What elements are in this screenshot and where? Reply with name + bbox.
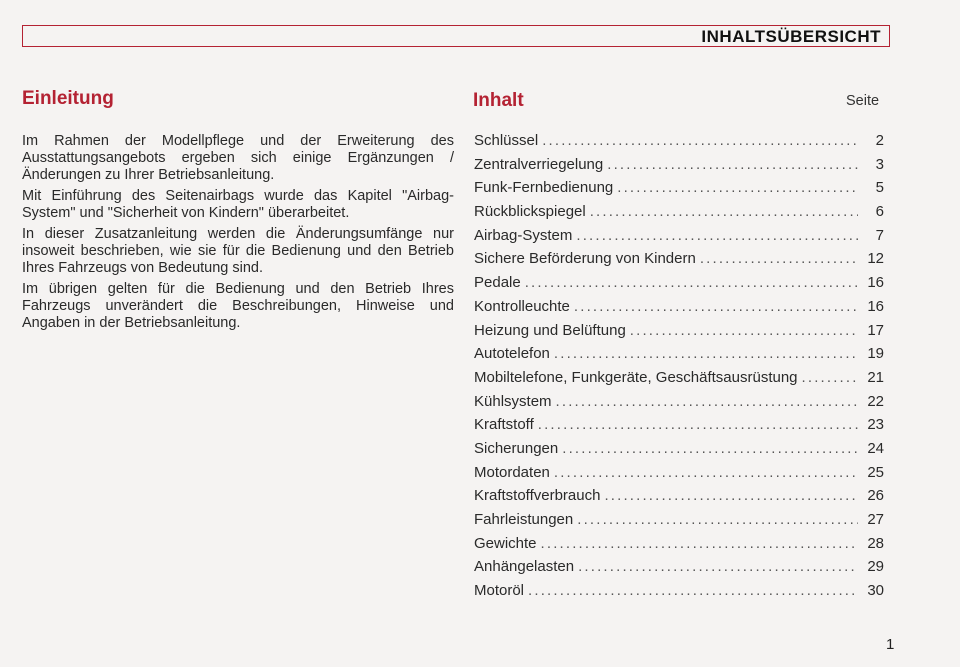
toc-entry-page: 7 xyxy=(875,226,884,244)
toc-entry-page: 27 xyxy=(867,511,884,528)
toc-leader-dots xyxy=(578,558,858,575)
toc-entry-page: 2 xyxy=(875,132,884,149)
toc-entry xyxy=(474,416,884,440)
toc-leader-dots xyxy=(700,250,858,267)
toc-entry xyxy=(474,464,884,488)
intro-paragraph: In dieser Zusatzanleitung werden die Änderungsumfänge nur insoweit beschrieben, wie sie für die Bedienung und den Betrieb Ihres Fahrzeugs von Bedeutung sind. xyxy=(22,226,454,276)
toc-entry-page: 21 xyxy=(867,368,884,386)
toc-entry-title: Gewichte xyxy=(474,534,537,552)
toc-entry xyxy=(474,535,884,559)
toc-leader-dots xyxy=(542,132,858,149)
toc-entry-title: Kraftstoff xyxy=(474,416,534,434)
toc-heading: Inhalt xyxy=(473,90,524,111)
toc-leader-dots xyxy=(577,511,858,528)
toc-entry-page: 3 xyxy=(875,155,884,173)
toc-entry-title: Pedale xyxy=(474,274,521,292)
toc-entry xyxy=(474,250,884,274)
toc-entry-page: 23 xyxy=(867,416,884,434)
toc-entry xyxy=(474,393,884,417)
intro-paragraph: Im übrigen gelten für die Bedienung und den Betrieb Ihres Fahrzeugs unverändert die Beschreibungen, Hinweise und Angaben in der Betriebsanleitung. xyxy=(22,281,454,331)
toc-entry xyxy=(474,132,884,156)
page-column-label: Seite xyxy=(846,93,880,109)
toc-entry-title: Schlüssel xyxy=(474,132,539,149)
toc-entry-title: Zentralverriegelung xyxy=(474,155,604,173)
toc-entry-title: Heizung und Belüftung xyxy=(474,321,626,339)
toc-entry xyxy=(474,487,884,511)
toc-leader-dots xyxy=(630,322,858,339)
toc-entry xyxy=(474,558,884,582)
page-title: INHALTSÜBERSICHT xyxy=(701,27,881,46)
toc-entry-page: 6 xyxy=(875,203,884,221)
toc-leader-dots xyxy=(562,440,858,457)
toc-entry xyxy=(474,440,884,464)
toc-entry-page: 25 xyxy=(867,463,884,481)
intro-paragraph: Mit Einführung des Seitenairbags wurde das Kapitel "Airbag-System" und "Sicherheit von Kindern" überarbeitet. xyxy=(22,188,454,221)
toc-leader-dots xyxy=(607,156,858,173)
header-bar xyxy=(22,25,890,47)
toc-entry-title: Funk-Fernbedienung xyxy=(474,179,614,197)
toc-leader-dots xyxy=(574,298,858,315)
toc-entry-title: Mobiltelefone, Funkgeräte, Geschäftsausrüstung xyxy=(474,368,798,386)
intro-heading: Einleitung xyxy=(22,88,114,109)
toc-entry-page: 29 xyxy=(867,558,884,576)
toc-leader-dots xyxy=(528,582,858,599)
toc-entry-title: Rückblickspiegel xyxy=(474,203,586,221)
toc-entry-title: Sichere Beförderung von Kindern xyxy=(474,250,696,268)
toc-leader-dots xyxy=(617,179,858,196)
toc-entry-page: 16 xyxy=(867,274,884,292)
toc-entry-title: Fahrleistungen xyxy=(474,511,574,528)
toc-entry-page: 24 xyxy=(867,439,884,457)
intro-paragraph: Im Rahmen der Modellpflege und der Erweiterung des Ausstattungsangebots ergeben sich einige Ergänzungen / Änderungen zu Ihrer Betriebsanleitung. xyxy=(22,133,454,183)
toc-entry xyxy=(474,582,884,606)
toc-leader-dots xyxy=(802,369,858,386)
toc-entry-title: Airbag-System xyxy=(474,226,573,244)
toc-entry xyxy=(474,203,884,227)
toc-leader-dots xyxy=(554,464,858,481)
toc-entry xyxy=(474,274,884,298)
toc-entry-title: Kontrolleuchte xyxy=(474,297,570,315)
toc-entry-page: 5 xyxy=(875,179,884,197)
toc-leader-dots xyxy=(525,274,858,291)
toc-entry xyxy=(474,345,884,369)
toc-entry xyxy=(474,369,884,393)
toc-entry-title: Kraftstoffverbrauch xyxy=(474,487,601,505)
toc-entry-page: 28 xyxy=(867,534,884,552)
toc-entry-title: Anhängelasten xyxy=(474,558,575,576)
toc-entry-page: 17 xyxy=(867,321,884,339)
toc-entry-page: 16 xyxy=(867,297,884,315)
intro-text xyxy=(22,133,454,336)
toc-entry-page: 22 xyxy=(867,392,884,410)
toc-entry-page: 26 xyxy=(867,487,884,505)
toc-entry-page: 30 xyxy=(867,582,884,600)
toc-leader-dots xyxy=(590,203,858,220)
toc-entry xyxy=(474,179,884,203)
toc-leader-dots xyxy=(604,487,858,504)
toc-entry-title: Motoröl xyxy=(474,582,525,600)
toc-entry xyxy=(474,322,884,346)
toc-entry-page: 19 xyxy=(867,345,884,363)
toc-entry xyxy=(474,156,884,180)
toc-leader-dots xyxy=(538,416,858,433)
toc-entry-title: Autotelefon xyxy=(474,345,550,363)
toc-leader-dots xyxy=(556,393,858,410)
toc-leader-dots xyxy=(554,345,858,362)
toc-entry xyxy=(474,298,884,322)
page-number: 1 xyxy=(886,636,895,653)
toc-leader-dots xyxy=(541,535,858,552)
toc-entry-title: Kühlsystem xyxy=(474,392,552,410)
toc-leader-dots xyxy=(576,227,858,244)
toc-entry xyxy=(474,511,884,535)
toc-entry-title: Motordaten xyxy=(474,463,550,481)
toc-entry-page: 12 xyxy=(867,250,884,268)
toc-entry-title: Sicherungen xyxy=(474,439,559,457)
toc-entry xyxy=(474,227,884,251)
toc-list xyxy=(474,132,884,606)
